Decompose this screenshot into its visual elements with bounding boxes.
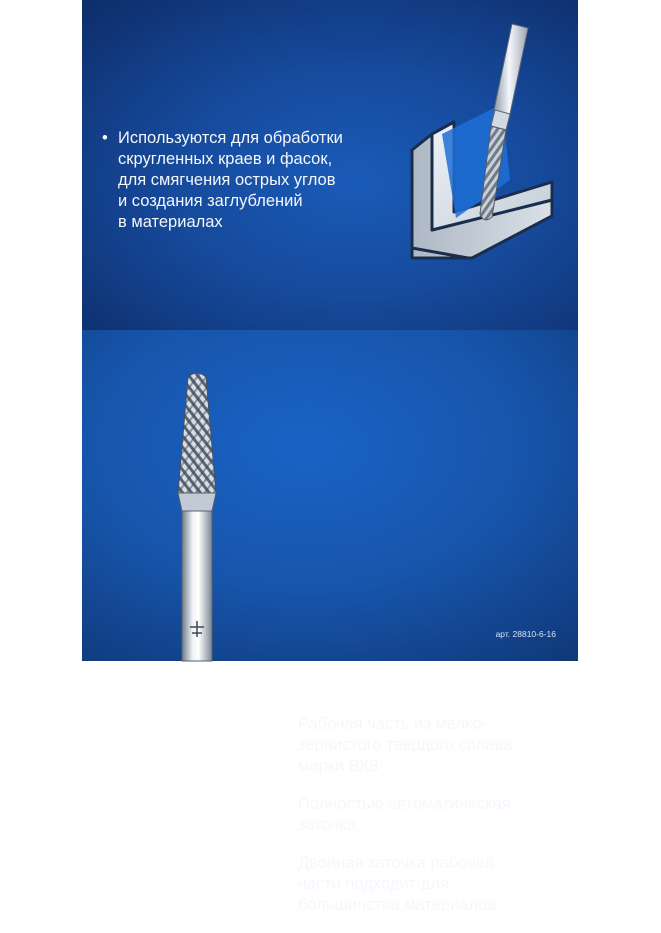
- feature-bullet-material: • Рабочая часть из мелко- зернистого твердого сплава марки ВК8: [282, 714, 562, 777]
- usage-list: [102, 128, 372, 233]
- burr-in-workpiece-illustration: [402, 12, 562, 272]
- features-list: [282, 714, 562, 933]
- features-panel: [82, 330, 578, 914]
- article-number: арт. 28810-6-16: [495, 629, 556, 639]
- usage-bullet: • Используются для обработки скругленных краев и фасок, для смягчения острых углов и создания заглублений в материалах: [102, 128, 372, 233]
- feature-bullet-double-cut: • Двойная заточка рабочей части подходит для большинства материалов: [282, 853, 562, 916]
- carbide-burr-photo: [152, 365, 242, 661]
- feature-bullet-sharpening: • Полностью автоматическая заточка: [282, 794, 562, 836]
- usage-panel: [82, 0, 578, 330]
